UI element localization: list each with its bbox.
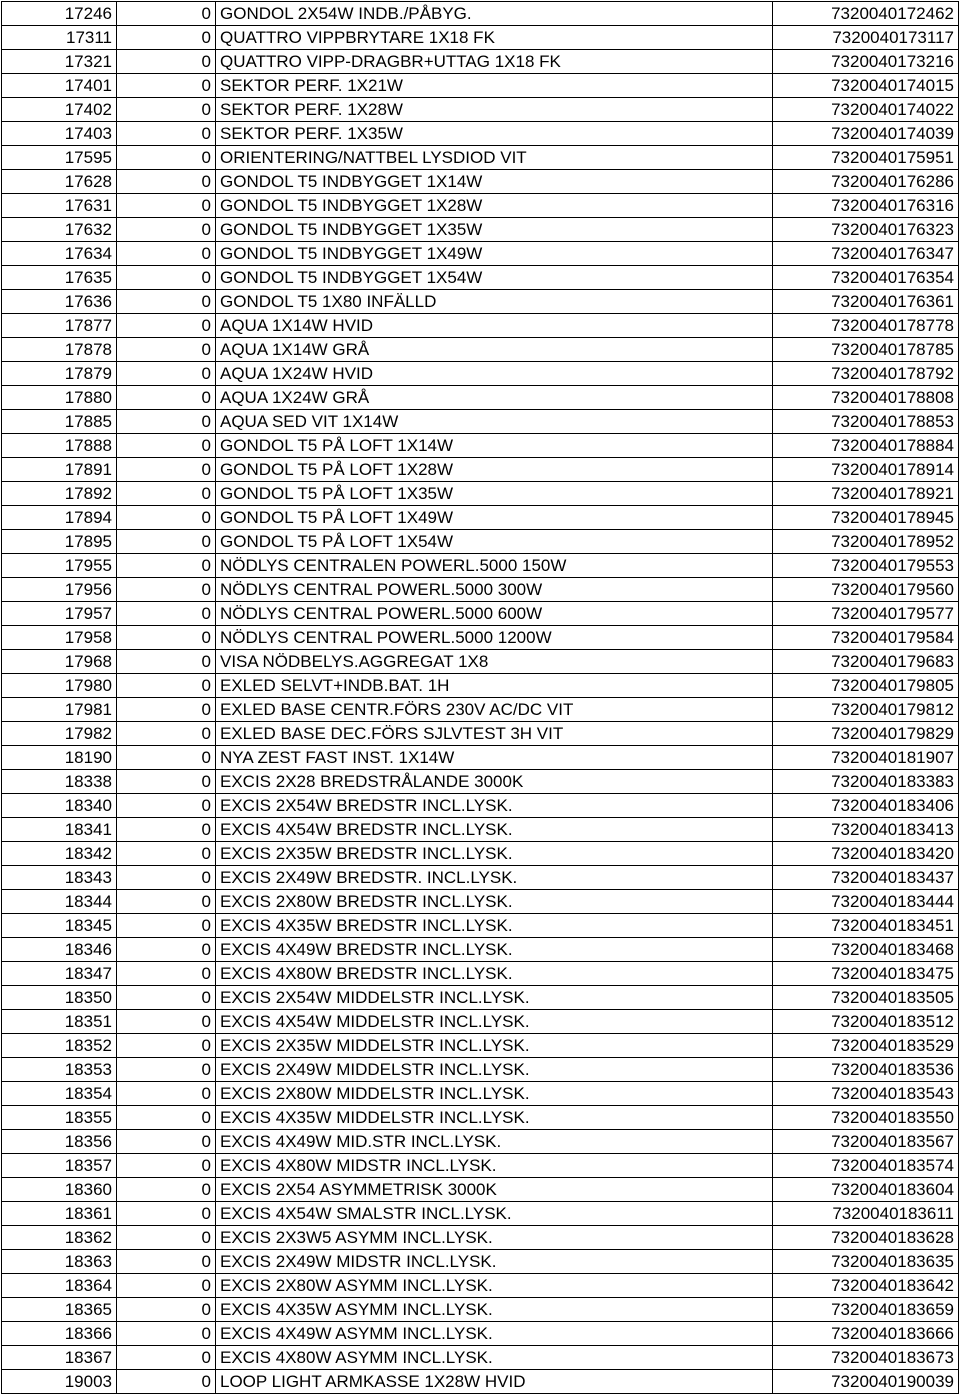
ean-code-cell: 7320040178952: [773, 530, 959, 554]
ean-code-cell: 7320040190039: [773, 1370, 959, 1394]
article-number-cell: 17246: [2, 2, 117, 26]
article-number-cell: 17880: [2, 386, 117, 410]
ean-code-cell: 7320040178914: [773, 458, 959, 482]
description-cell: GONDOL T5 PÅ LOFT 1X14W: [216, 434, 773, 458]
ean-code-cell: 7320040183666: [773, 1322, 959, 1346]
ean-code-cell: 7320040183543: [773, 1082, 959, 1106]
article-number-cell: 18338: [2, 770, 117, 794]
table-row: [2, 26, 959, 50]
ean-code-cell: 7320040179683: [773, 650, 959, 674]
quantity-cell: 0: [117, 1274, 216, 1298]
ean-code-cell: 7320040178853: [773, 410, 959, 434]
product-table-body: [2, 2, 959, 1394]
article-number-cell: 17636: [2, 290, 117, 314]
ean-code-cell: 7320040183413: [773, 818, 959, 842]
table-row: [2, 218, 959, 242]
description-cell: EXCIS 2X49W MIDDELSTR INCL.LYSK.: [216, 1058, 773, 1082]
ean-code-cell: 7320040178945: [773, 506, 959, 530]
ean-code-cell: 7320040173117: [773, 26, 959, 50]
description-cell: EXCIS 4X49W ASYMM INCL.LYSK.: [216, 1322, 773, 1346]
table-row: [2, 1226, 959, 1250]
table-row: [2, 746, 959, 770]
ean-code-cell: 7320040183574: [773, 1154, 959, 1178]
quantity-cell: 0: [117, 2, 216, 26]
description-cell: NÖDLYS CENTRAL POWERL.5000 1200W: [216, 626, 773, 650]
article-number-cell: 17981: [2, 698, 117, 722]
table-row: [2, 410, 959, 434]
ean-code-cell: 7320040179829: [773, 722, 959, 746]
ean-code-cell: 7320040183444: [773, 890, 959, 914]
quantity-cell: 0: [117, 506, 216, 530]
table-row: [2, 50, 959, 74]
quantity-cell: 0: [117, 818, 216, 842]
description-cell: GONDOL T5 PÅ LOFT 1X28W: [216, 458, 773, 482]
ean-code-cell: 7320040176361: [773, 290, 959, 314]
table-row: [2, 290, 959, 314]
description-cell: EXCIS 2X28 BREDSTRÅLANDE 3000K: [216, 770, 773, 794]
ean-code-cell: 7320040179577: [773, 602, 959, 626]
table-row: [2, 794, 959, 818]
quantity-cell: 0: [117, 170, 216, 194]
article-number-cell: 18354: [2, 1082, 117, 1106]
ean-code-cell: 7320040173216: [773, 50, 959, 74]
ean-code-cell: 7320040183611: [773, 1202, 959, 1226]
article-number-cell: 18364: [2, 1274, 117, 1298]
description-cell: NÖDLYS CENTRAL POWERL.5000 300W: [216, 578, 773, 602]
quantity-cell: 0: [117, 434, 216, 458]
table-row: [2, 842, 959, 866]
table-row: [2, 1106, 959, 1130]
quantity-cell: 0: [117, 554, 216, 578]
quantity-cell: 0: [117, 650, 216, 674]
article-number-cell: 17955: [2, 554, 117, 578]
table-row: [2, 1346, 959, 1370]
table-row: [2, 578, 959, 602]
quantity-cell: 0: [117, 74, 216, 98]
quantity-cell: 0: [117, 914, 216, 938]
article-number-cell: 17321: [2, 50, 117, 74]
article-number-cell: 17980: [2, 674, 117, 698]
quantity-cell: 0: [117, 722, 216, 746]
ean-code-cell: 7320040183505: [773, 986, 959, 1010]
ean-code-cell: 7320040183536: [773, 1058, 959, 1082]
table-row: [2, 554, 959, 578]
table-row: [2, 1130, 959, 1154]
description-cell: EXCIS 4X80W ASYMM INCL.LYSK.: [216, 1346, 773, 1370]
table-row: [2, 98, 959, 122]
description-cell: EXCIS 4X35W BREDSTR INCL.LYSK.: [216, 914, 773, 938]
article-number-cell: 18347: [2, 962, 117, 986]
quantity-cell: 0: [117, 1202, 216, 1226]
quantity-cell: 0: [117, 962, 216, 986]
quantity-cell: 0: [117, 98, 216, 122]
article-number-cell: 18340: [2, 794, 117, 818]
quantity-cell: 0: [117, 578, 216, 602]
table-row: [2, 770, 959, 794]
article-number-cell: 18190: [2, 746, 117, 770]
quantity-cell: 0: [117, 1226, 216, 1250]
article-number-cell: 17894: [2, 506, 117, 530]
quantity-cell: 0: [117, 1130, 216, 1154]
article-number-cell: 18344: [2, 890, 117, 914]
description-cell: AQUA 1X24W GRÅ: [216, 386, 773, 410]
quantity-cell: 0: [117, 842, 216, 866]
description-cell: GONDOL T5 PÅ LOFT 1X35W: [216, 482, 773, 506]
description-cell: EXCIS 2X80W ASYMM INCL.LYSK.: [216, 1274, 773, 1298]
article-number-cell: 17885: [2, 410, 117, 434]
table-row: [2, 698, 959, 722]
table-row: [2, 602, 959, 626]
article-number-cell: 17895: [2, 530, 117, 554]
ean-code-cell: 7320040183604: [773, 1178, 959, 1202]
table-row: [2, 1178, 959, 1202]
description-cell: EXCIS 2X35W BREDSTR INCL.LYSK.: [216, 842, 773, 866]
description-cell: EXCIS 2X3W5 ASYMM INCL.LYSK.: [216, 1226, 773, 1250]
table-row: [2, 506, 959, 530]
quantity-cell: 0: [117, 1250, 216, 1274]
table-row: [2, 1322, 959, 1346]
quantity-cell: 0: [117, 50, 216, 74]
quantity-cell: 0: [117, 314, 216, 338]
quantity-cell: 0: [117, 866, 216, 890]
article-number-cell: 17595: [2, 146, 117, 170]
ean-code-cell: 7320040183529: [773, 1034, 959, 1058]
description-cell: EXCIS 4X49W MID.STR INCL.LYSK.: [216, 1130, 773, 1154]
table-row: [2, 2, 959, 26]
quantity-cell: 0: [117, 362, 216, 386]
article-number-cell: 17402: [2, 98, 117, 122]
quantity-cell: 0: [117, 530, 216, 554]
quantity-cell: 0: [117, 266, 216, 290]
quantity-cell: 0: [117, 626, 216, 650]
quantity-cell: 0: [117, 218, 216, 242]
table-row: [2, 434, 959, 458]
quantity-cell: 0: [117, 146, 216, 170]
ean-code-cell: 7320040183642: [773, 1274, 959, 1298]
article-number-cell: 17877: [2, 314, 117, 338]
description-cell: EXCIS 2X80W MIDDELSTR INCL.LYSK.: [216, 1082, 773, 1106]
table-row: [2, 1250, 959, 1274]
table-row: [2, 122, 959, 146]
article-number-cell: 18342: [2, 842, 117, 866]
table-row: [2, 146, 959, 170]
ean-code-cell: 7320040183451: [773, 914, 959, 938]
ean-code-cell: 7320040183512: [773, 1010, 959, 1034]
quantity-cell: 0: [117, 290, 216, 314]
ean-code-cell: 7320040174022: [773, 98, 959, 122]
article-number-cell: 17628: [2, 170, 117, 194]
description-cell: GONDOL T5 INDBYGGET 1X49W: [216, 242, 773, 266]
quantity-cell: 0: [117, 338, 216, 362]
description-cell: GONDOL 2X54W INDB./PÅBYG.: [216, 2, 773, 26]
ean-code-cell: 7320040176347: [773, 242, 959, 266]
table-row: [2, 482, 959, 506]
quantity-cell: 0: [117, 122, 216, 146]
article-number-cell: 17956: [2, 578, 117, 602]
description-cell: EXCIS 4X80W BREDSTR INCL.LYSK.: [216, 962, 773, 986]
description-cell: GONDOL T5 INDBYGGET 1X28W: [216, 194, 773, 218]
article-number-cell: 18343: [2, 866, 117, 890]
quantity-cell: 0: [117, 26, 216, 50]
description-cell: QUATTRO VIPPBRYTARE 1X18 FK: [216, 26, 773, 50]
article-number-cell: 17968: [2, 650, 117, 674]
article-number-cell: 18350: [2, 986, 117, 1010]
description-cell: EXCIS 2X54 ASYMMETRISK 3000K: [216, 1178, 773, 1202]
quantity-cell: 0: [117, 1058, 216, 1082]
table-row: [2, 530, 959, 554]
description-cell: EXCIS 4X35W MIDDELSTR INCL.LYSK.: [216, 1106, 773, 1130]
article-number-cell: 17878: [2, 338, 117, 362]
description-cell: EXCIS 2X49W BREDSTR. INCL.LYSK.: [216, 866, 773, 890]
quantity-cell: 0: [117, 938, 216, 962]
article-number-cell: 18353: [2, 1058, 117, 1082]
description-cell: GONDOL T5 1X80 INFÄLLD: [216, 290, 773, 314]
description-cell: SEKTOR PERF. 1X28W: [216, 98, 773, 122]
table-row: [2, 650, 959, 674]
article-number-cell: 17957: [2, 602, 117, 626]
table-row: [2, 362, 959, 386]
quantity-cell: 0: [117, 698, 216, 722]
quantity-cell: 0: [117, 794, 216, 818]
table-row: [2, 266, 959, 290]
description-cell: AQUA 1X24W HVID: [216, 362, 773, 386]
description-cell: AQUA SED VIT 1X14W: [216, 410, 773, 434]
quantity-cell: 0: [117, 1082, 216, 1106]
description-cell: NÖDLYS CENTRALEN POWERL.5000 150W: [216, 554, 773, 578]
table-row: [2, 1082, 959, 1106]
article-number-cell: 17892: [2, 482, 117, 506]
description-cell: EXCIS 4X54W MIDDELSTR INCL.LYSK.: [216, 1010, 773, 1034]
description-cell: GONDOL T5 PÅ LOFT 1X54W: [216, 530, 773, 554]
table-row: [2, 962, 959, 986]
description-cell: EXCIS 4X35W ASYMM INCL.LYSK.: [216, 1298, 773, 1322]
ean-code-cell: 7320040178778: [773, 314, 959, 338]
table-row: [2, 1370, 959, 1394]
ean-code-cell: 7320040178921: [773, 482, 959, 506]
description-cell: EXLED BASE DEC.FÖRS SJLVTEST 3H VIT: [216, 722, 773, 746]
ean-code-cell: 7320040179553: [773, 554, 959, 578]
ean-code-cell: 7320040183659: [773, 1298, 959, 1322]
quantity-cell: 0: [117, 890, 216, 914]
article-number-cell: 18366: [2, 1322, 117, 1346]
description-cell: GONDOL T5 INDBYGGET 1X35W: [216, 218, 773, 242]
table-row: [2, 74, 959, 98]
description-cell: GONDOL T5 INDBYGGET 1X54W: [216, 266, 773, 290]
article-number-cell: 17634: [2, 242, 117, 266]
ean-code-cell: 7320040179812: [773, 698, 959, 722]
ean-code-cell: 7320040183567: [773, 1130, 959, 1154]
description-cell: AQUA 1X14W GRÅ: [216, 338, 773, 362]
description-cell: AQUA 1X14W HVID: [216, 314, 773, 338]
ean-code-cell: 7320040176323: [773, 218, 959, 242]
table-row: [2, 386, 959, 410]
table-row: [2, 1202, 959, 1226]
table-row: [2, 170, 959, 194]
description-cell: VISA NÖDBELYS.AGGREGAT 1X8: [216, 650, 773, 674]
article-number-cell: 18345: [2, 914, 117, 938]
ean-code-cell: 7320040179560: [773, 578, 959, 602]
article-number-cell: 17982: [2, 722, 117, 746]
description-cell: EXCIS 4X54W SMALSTR INCL.LYSK.: [216, 1202, 773, 1226]
article-number-cell: 18361: [2, 1202, 117, 1226]
quantity-cell: 0: [117, 746, 216, 770]
article-number-cell: 18360: [2, 1178, 117, 1202]
description-cell: SEKTOR PERF. 1X21W: [216, 74, 773, 98]
article-number-cell: 17635: [2, 266, 117, 290]
quantity-cell: 0: [117, 482, 216, 506]
description-cell: EXCIS 2X54W BREDSTR INCL.LYSK.: [216, 794, 773, 818]
ean-code-cell: 7320040176354: [773, 266, 959, 290]
table-row: [2, 914, 959, 938]
ean-code-cell: 7320040183628: [773, 1226, 959, 1250]
ean-code-cell: 7320040179805: [773, 674, 959, 698]
ean-code-cell: 7320040176316: [773, 194, 959, 218]
description-cell: NYA ZEST FAST INST. 1X14W: [216, 746, 773, 770]
description-cell: QUATTRO VIPP-DRAGBR+UTTAG 1X18 FK: [216, 50, 773, 74]
table-row: [2, 194, 959, 218]
quantity-cell: 0: [117, 386, 216, 410]
ean-code-cell: 7320040174015: [773, 74, 959, 98]
description-cell: EXCIS 4X80W MIDSTR INCL.LYSK.: [216, 1154, 773, 1178]
article-number-cell: 17403: [2, 122, 117, 146]
description-cell: EXCIS 2X80W BREDSTR INCL.LYSK.: [216, 890, 773, 914]
description-cell: GONDOL T5 INDBYGGET 1X14W: [216, 170, 773, 194]
table-row: [2, 314, 959, 338]
ean-code-cell: 7320040178808: [773, 386, 959, 410]
quantity-cell: 0: [117, 1178, 216, 1202]
quantity-cell: 0: [117, 1298, 216, 1322]
quantity-cell: 0: [117, 1034, 216, 1058]
article-number-cell: 18357: [2, 1154, 117, 1178]
ean-code-cell: 7320040178792: [773, 362, 959, 386]
article-number-cell: 19003: [2, 1370, 117, 1394]
quantity-cell: 0: [117, 1322, 216, 1346]
table-row: [2, 722, 959, 746]
ean-code-cell: 7320040178884: [773, 434, 959, 458]
description-cell: LOOP LIGHT ARMKASSE 1X28W HVID: [216, 1370, 773, 1394]
table-row: [2, 674, 959, 698]
ean-code-cell: 7320040183468: [773, 938, 959, 962]
table-row: [2, 1034, 959, 1058]
ean-code-cell: 7320040174039: [773, 122, 959, 146]
article-number-cell: 18365: [2, 1298, 117, 1322]
quantity-cell: 0: [117, 1154, 216, 1178]
quantity-cell: 0: [117, 458, 216, 482]
product-table: [1, 1, 959, 1394]
quantity-cell: 0: [117, 770, 216, 794]
description-cell: EXCIS 4X49W BREDSTR INCL.LYSK.: [216, 938, 773, 962]
ean-code-cell: 7320040183673: [773, 1346, 959, 1370]
ean-code-cell: 7320040172462: [773, 2, 959, 26]
table-row: [2, 1274, 959, 1298]
article-number-cell: 17631: [2, 194, 117, 218]
description-cell: GONDOL T5 PÅ LOFT 1X49W: [216, 506, 773, 530]
ean-code-cell: 7320040183475: [773, 962, 959, 986]
description-cell: EXLED BASE CENTR.FÖRS 230V AC/DC VIT: [216, 698, 773, 722]
article-number-cell: 18355: [2, 1106, 117, 1130]
table-row: [2, 866, 959, 890]
article-number-cell: 18346: [2, 938, 117, 962]
ean-code-cell: 7320040179584: [773, 626, 959, 650]
quantity-cell: 0: [117, 986, 216, 1010]
article-number-cell: 17401: [2, 74, 117, 98]
ean-code-cell: 7320040176286: [773, 170, 959, 194]
table-row: [2, 1154, 959, 1178]
article-number-cell: 18363: [2, 1250, 117, 1274]
quantity-cell: 0: [117, 602, 216, 626]
table-row: [2, 986, 959, 1010]
quantity-cell: 0: [117, 1010, 216, 1034]
ean-code-cell: 7320040178785: [773, 338, 959, 362]
table-row: [2, 890, 959, 914]
quantity-cell: 0: [117, 242, 216, 266]
description-cell: EXCIS 4X54W BREDSTR INCL.LYSK.: [216, 818, 773, 842]
ean-code-cell: 7320040175951: [773, 146, 959, 170]
description-cell: SEKTOR PERF. 1X35W: [216, 122, 773, 146]
quantity-cell: 0: [117, 1346, 216, 1370]
article-number-cell: 18356: [2, 1130, 117, 1154]
table-row: [2, 626, 959, 650]
table-row: [2, 1010, 959, 1034]
description-cell: NÖDLYS CENTRAL POWERL.5000 600W: [216, 602, 773, 626]
quantity-cell: 0: [117, 1106, 216, 1130]
article-number-cell: 18367: [2, 1346, 117, 1370]
ean-code-cell: 7320040183437: [773, 866, 959, 890]
table-row: [2, 338, 959, 362]
table-row: [2, 1058, 959, 1082]
description-cell: ORIENTERING/NATTBEL LYSDIOD VIT: [216, 146, 773, 170]
description-cell: EXCIS 2X54W MIDDELSTR INCL.LYSK.: [216, 986, 773, 1010]
article-number-cell: 17879: [2, 362, 117, 386]
description-cell: EXLED SELVT+INDB.BAT. 1H: [216, 674, 773, 698]
quantity-cell: 0: [117, 410, 216, 434]
article-number-cell: 17311: [2, 26, 117, 50]
article-number-cell: 18341: [2, 818, 117, 842]
article-number-cell: 17888: [2, 434, 117, 458]
quantity-cell: 0: [117, 1370, 216, 1394]
ean-code-cell: 7320040181907: [773, 746, 959, 770]
article-number-cell: 17958: [2, 626, 117, 650]
article-number-cell: 18351: [2, 1010, 117, 1034]
article-number-cell: 17632: [2, 218, 117, 242]
ean-code-cell: 7320040183635: [773, 1250, 959, 1274]
table-row: [2, 458, 959, 482]
description-cell: EXCIS 2X49W MIDSTR INCL.LYSK.: [216, 1250, 773, 1274]
ean-code-cell: 7320040183420: [773, 842, 959, 866]
description-cell: EXCIS 2X35W MIDDELSTR INCL.LYSK.: [216, 1034, 773, 1058]
article-number-cell: 17891: [2, 458, 117, 482]
table-row: [2, 818, 959, 842]
article-number-cell: 18362: [2, 1226, 117, 1250]
quantity-cell: 0: [117, 194, 216, 218]
ean-code-cell: 7320040183550: [773, 1106, 959, 1130]
article-number-cell: 18352: [2, 1034, 117, 1058]
ean-code-cell: 7320040183406: [773, 794, 959, 818]
table-row: [2, 1298, 959, 1322]
table-row: [2, 242, 959, 266]
ean-code-cell: 7320040183383: [773, 770, 959, 794]
table-row: [2, 938, 959, 962]
quantity-cell: 0: [117, 674, 216, 698]
